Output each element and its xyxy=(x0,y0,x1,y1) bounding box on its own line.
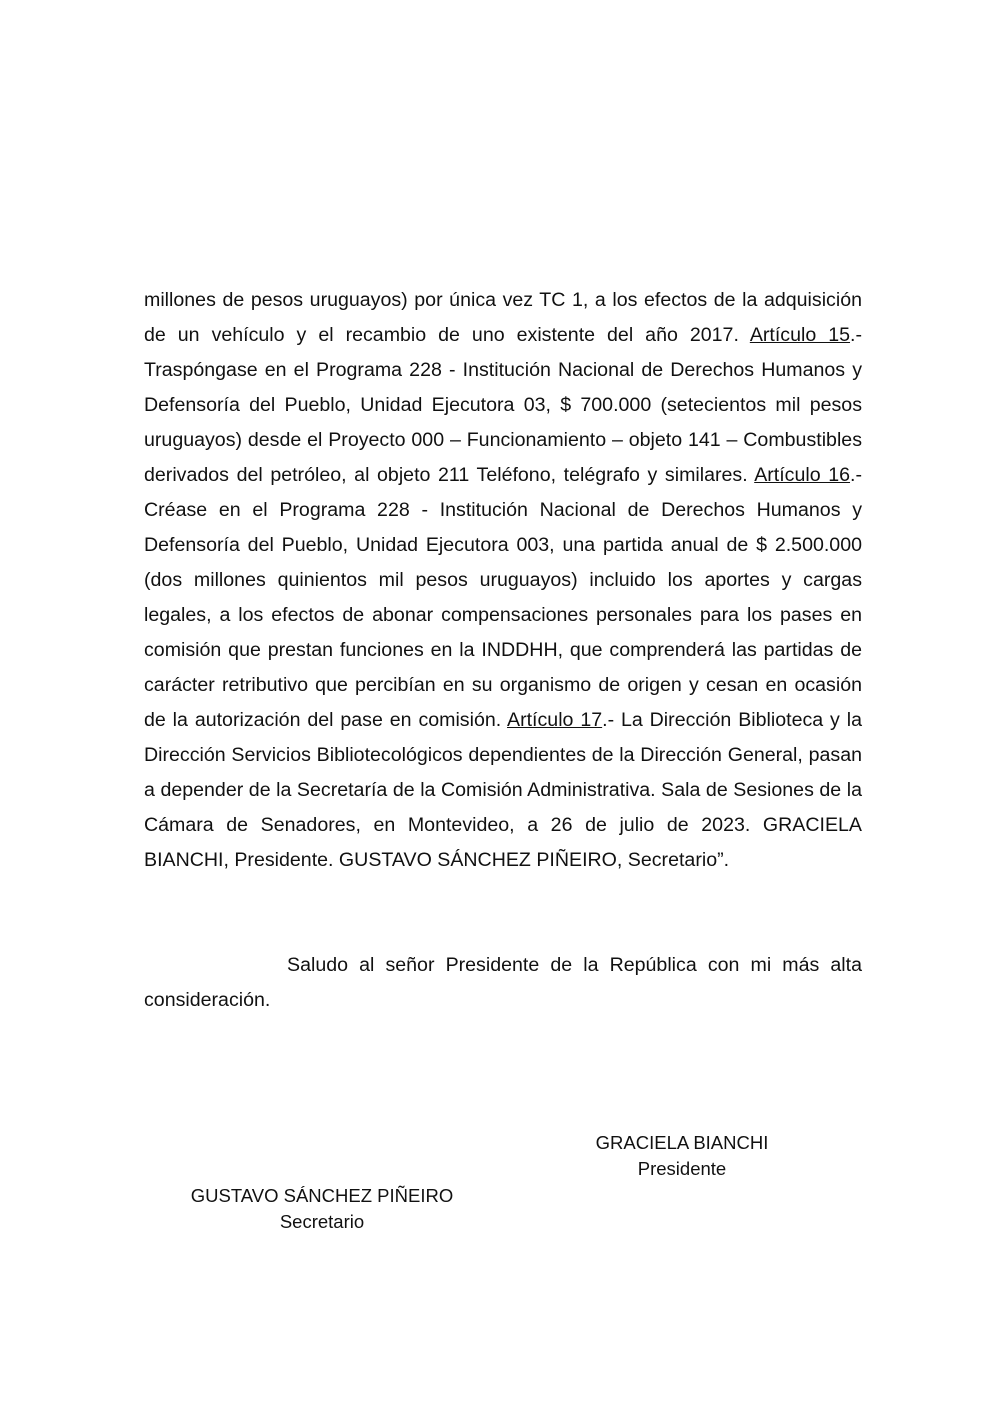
secretary-signature-block xyxy=(162,1183,482,1235)
secretary-name: GUSTAVO SÁNCHEZ PIÑEIRO xyxy=(190,1185,454,1206)
president-role: Presidente xyxy=(637,1158,727,1179)
president-signature-block xyxy=(562,1130,802,1182)
article-16-label: Artículo 16 xyxy=(754,464,851,486)
closing-paragraph: Saludo al señor Presidente de la República con mi más alta consideración. xyxy=(144,954,862,1011)
article-15-text: .- Traspóngase en el Programa 228 - Institución Nacional de Derechos Humanos y Defensoría del Pueblo, Unidad Ejecutora 03, $ 700.000 (setecientos mil pesos uruguayos) desde el Proyecto 000 – Funcionamiento – objeto 141 – Combustibles derivados del petróleo, al objeto 211 Teléfono, telégrafo y similares. xyxy=(144,324,862,486)
president-name: GRACIELA BIANCHI xyxy=(595,1132,769,1153)
article-15-label: Artículo 15 xyxy=(749,324,851,346)
article-16-text: .- Créase en el Programa 228 - Institución Nacional de Derechos Humanos y Defensoría del Pueblo, Unidad Ejecutora 003, una partida anual de $ 2.500.000 (dos millones quinientos mil pesos uruguayos) incluido los aportes y cargas legales, a los efectos de abonar compensaciones personales para los pases en comisión que prestan funciones en la INDDHH, que comprenderá las partidas de carácter retributivo que percibían en su organismo de origen y cesan en ocasión de la autorización del pase en comisión. xyxy=(144,464,862,731)
secretary-role: Secretario xyxy=(279,1211,365,1232)
body-intro: millones de pesos uruguayos) por única vez TC 1, a los efectos de la adquisición de un vehículo y el recambio de uno existente del año 2017. xyxy=(144,289,862,346)
article-17-label: Artículo 17 xyxy=(507,709,603,731)
body-paragraph xyxy=(144,283,862,878)
article-17-text: .- La Dirección Biblioteca y la Dirección Servicios Bibliotecológicos dependientes de la Dirección General, pasan a depender de la Secretaría de la Comisión Administrativa. Sala de Sesiones de la Cámara de Senadores, en Montevideo, a 26 de julio de 2023. GRACIELA BIANCHI, Presidente. GUSTAVO SÁNCHEZ PIÑEIRO, Secretario”. xyxy=(144,709,862,871)
